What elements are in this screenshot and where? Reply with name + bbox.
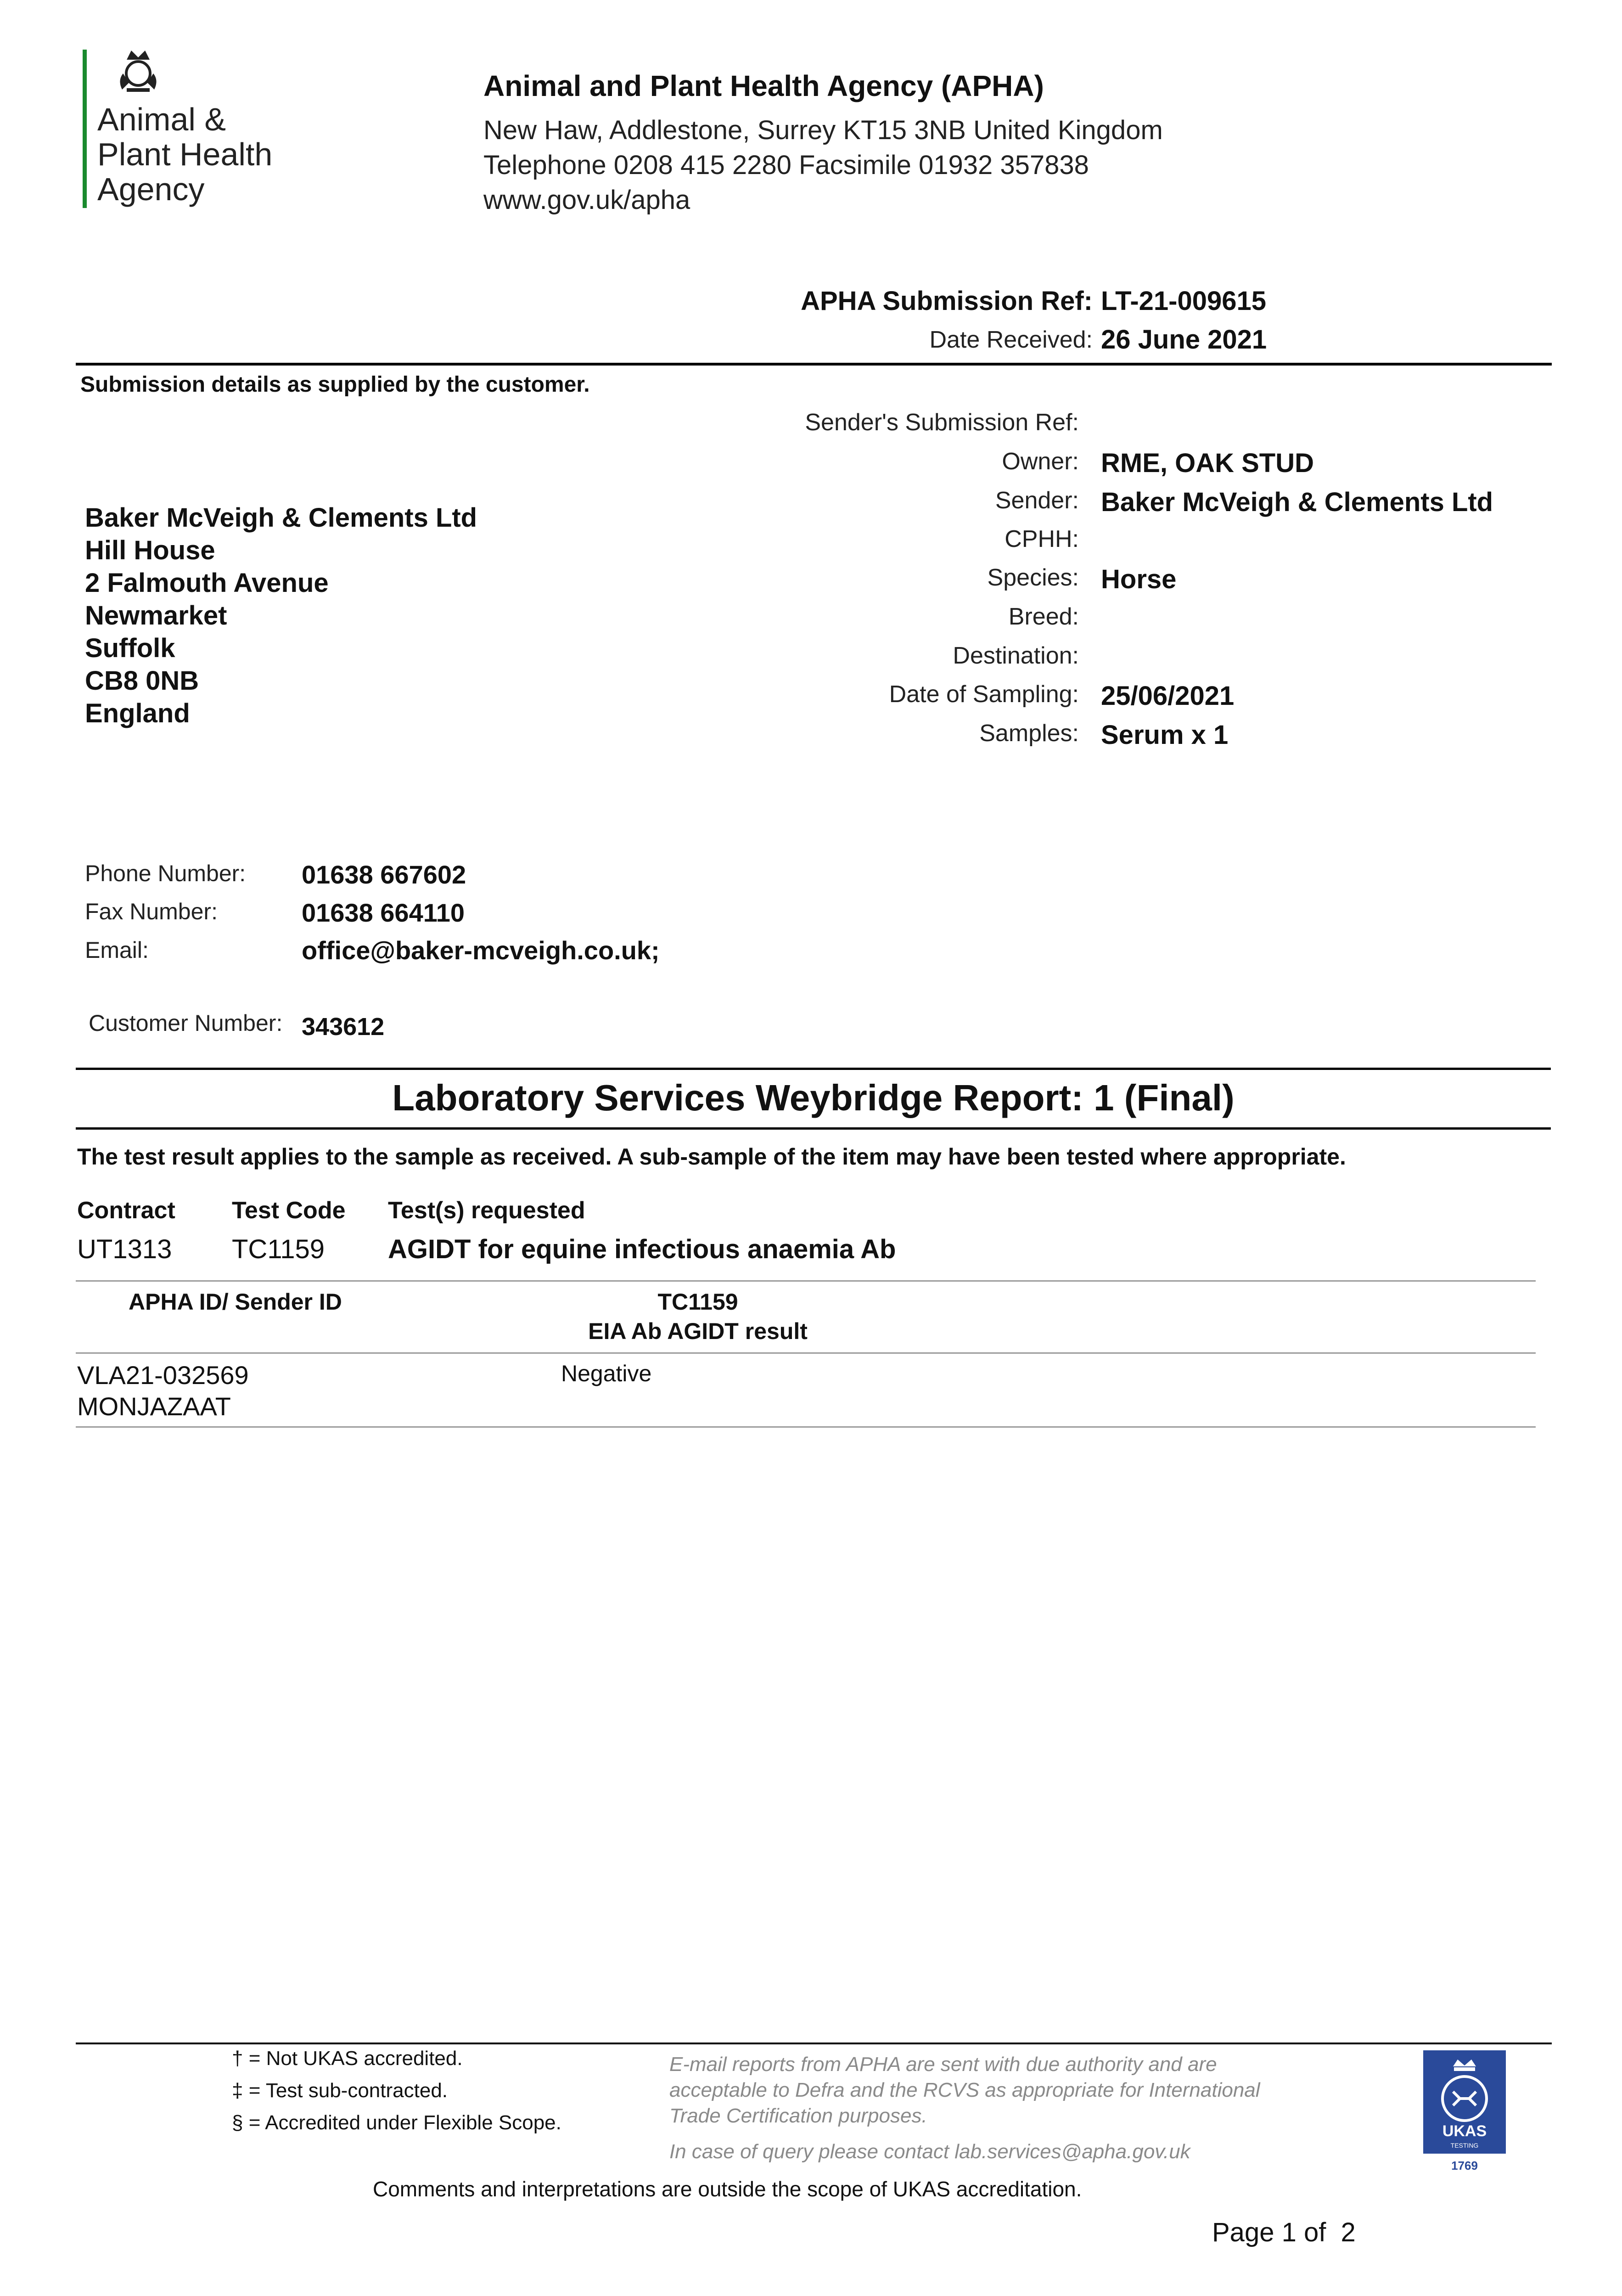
ukas-number: 1769 bbox=[1451, 2159, 1478, 2172]
phone-label: Phone Number: bbox=[85, 861, 246, 886]
results-header-border bbox=[76, 1352, 1536, 1354]
fax-value: 01638 664110 bbox=[302, 898, 465, 927]
logo-line: Plant Health bbox=[97, 136, 273, 172]
agency-phone-fax: Telephone 0208 415 2280 Facsimile 01932 357838 bbox=[483, 150, 1089, 180]
agency-logo-text bbox=[97, 102, 272, 207]
ukas-badge bbox=[1421, 2048, 1508, 2181]
details-heading: Submission details as supplied by the customer. bbox=[80, 372, 590, 397]
date-received-value: 26 June 2021 bbox=[1101, 325, 1267, 355]
report-title: Laboratory Services Weybridge Report: 1 (Final) bbox=[392, 1077, 1235, 1118]
fax-label: Fax Number: bbox=[85, 899, 218, 924]
note-line: § = Accredited under Flexible Scope. bbox=[232, 2111, 561, 2134]
field-label-destination: Destination: bbox=[953, 642, 1079, 669]
accreditation-notes bbox=[232, 2043, 561, 2139]
result-apha-id: VLA21-032569 bbox=[77, 1361, 249, 1390]
field-label-senders-ref: Sender's Submission Ref: bbox=[805, 409, 1079, 436]
test-requested: AGIDT for equine infectious anaemia Ab bbox=[388, 1234, 896, 1264]
note-line: † = Not UKAS accredited. bbox=[232, 2047, 463, 2070]
field-value-date-of-sampling: 25/06/2021 bbox=[1101, 681, 1235, 711]
field-label-owner: Owner: bbox=[1002, 448, 1079, 475]
address-line: CB8 0NB bbox=[85, 666, 199, 696]
results-table-bottom-border bbox=[76, 1426, 1536, 1428]
logo-line: Animal & bbox=[97, 101, 226, 137]
address-line: Suffolk bbox=[85, 633, 175, 663]
agency-name: Animal and Plant Health Agency (APHA) bbox=[483, 69, 1044, 102]
ukas-text: UKAS bbox=[1442, 2122, 1487, 2140]
address-line: Hill House bbox=[85, 535, 215, 565]
comments-disclaimer: Comments and interpretations are outside the scope of UKAS accreditation. bbox=[373, 2177, 1082, 2201]
disclaimer-line: acceptable to Defra and the RCVS as appropriate for International bbox=[669, 2079, 1260, 2101]
field-label-breed: Breed: bbox=[1008, 603, 1079, 630]
results-header-result-name: EIA Ab AGIDT result bbox=[588, 1318, 808, 1344]
tests-header-contract: Contract bbox=[77, 1197, 175, 1224]
date-received-label: Date Received: bbox=[929, 326, 1093, 353]
disclaimer bbox=[669, 2052, 1260, 2129]
field-label-cphh: CPHH: bbox=[1005, 526, 1079, 552]
field-label-samples: Samples: bbox=[979, 720, 1079, 747]
field-label-species: Species: bbox=[987, 564, 1079, 591]
address-line: Newmarket bbox=[85, 601, 227, 630]
note-line: ‡ = Test sub-contracted. bbox=[232, 2079, 448, 2102]
result-value: Negative bbox=[561, 1361, 652, 1386]
tests-header-test-code: Test Code bbox=[232, 1197, 346, 1224]
field-value-sender: Baker McVeigh & Clements Ltd bbox=[1101, 487, 1493, 517]
address-line: Baker McVeigh & Clements Ltd bbox=[85, 503, 477, 533]
submission-ref-label: APHA Submission Ref: bbox=[801, 286, 1093, 316]
results-header-id: APHA ID/ Sender ID bbox=[129, 1289, 342, 1315]
royal-crest-icon bbox=[113, 46, 163, 96]
agency-website[interactable]: www.gov.uk/apha bbox=[483, 185, 690, 215]
test-code: TC1159 bbox=[232, 1234, 325, 1264]
submission-ref-value: LT-21-009615 bbox=[1101, 286, 1267, 316]
result-sender-id: MONJAZAAT bbox=[77, 1392, 231, 1421]
field-value-owner: RME, OAK STUD bbox=[1101, 448, 1314, 478]
customer-number-value: 343612 bbox=[302, 1013, 385, 1041]
customer-number-label: Customer Number: bbox=[89, 1010, 283, 1036]
field-value-species: Horse bbox=[1101, 564, 1177, 594]
field-label-sender: Sender: bbox=[995, 487, 1079, 514]
customer-address bbox=[85, 501, 477, 730]
email-label: Email: bbox=[85, 937, 149, 963]
test-contract: UT1313 bbox=[77, 1234, 172, 1264]
logo-accent-bar bbox=[83, 50, 87, 208]
query-contact: In case of query please contact lab.services@apha.gov.uk bbox=[669, 2140, 1190, 2163]
header-divider bbox=[76, 363, 1552, 366]
results-table-top-border bbox=[76, 1280, 1536, 1282]
report-top-divider bbox=[76, 1068, 1551, 1070]
logo-line: Agency bbox=[97, 171, 205, 207]
field-value-samples: Serum x 1 bbox=[1101, 720, 1229, 750]
field-label-date-of-sampling: Date of Sampling: bbox=[889, 681, 1079, 708]
disclaimer-line: Trade Certification purposes. bbox=[669, 2105, 927, 2127]
address-line: England bbox=[85, 698, 190, 728]
report-bottom-divider bbox=[76, 1127, 1551, 1130]
results-header-code: TC1159 bbox=[657, 1289, 738, 1315]
disclaimer-line: E-mail reports from APHA are sent with due authority and are bbox=[669, 2053, 1217, 2076]
email-value[interactable]: office@baker-mcveigh.co.uk; bbox=[302, 936, 660, 965]
ukas-sub: TESTING bbox=[1450, 2142, 1479, 2149]
tests-header-requested: Test(s) requested bbox=[388, 1197, 585, 1224]
phone-value: 01638 667602 bbox=[302, 860, 466, 889]
report-note: The test result applies to the sample as received. A sub-sample of the item may have been tested where appropriate. bbox=[77, 1144, 1346, 1170]
ukas-logo-icon bbox=[1421, 2048, 1508, 2181]
page-number: Page 1 of 2 bbox=[1212, 2217, 1356, 2247]
address-line: 2 Falmouth Avenue bbox=[85, 568, 329, 598]
agency-address: New Haw, Addlestone, Surrey KT15 3NB United Kingdom bbox=[483, 115, 1163, 145]
